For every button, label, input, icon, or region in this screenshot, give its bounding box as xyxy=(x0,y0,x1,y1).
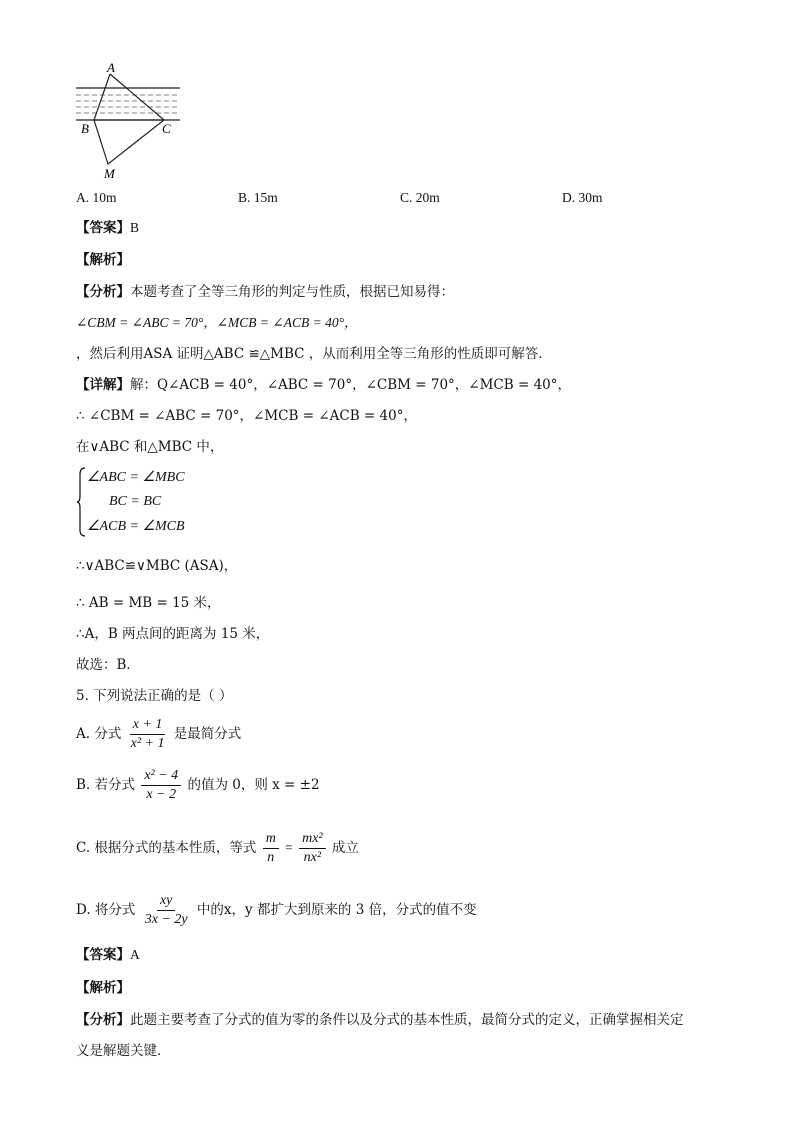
q5-analysis-2: 义是解题关键． xyxy=(76,1043,171,1059)
q5-analysis-tag: 【解析】 xyxy=(76,980,130,996)
q5-c-prefix: C. 根据分式的基本性质，等式 xyxy=(76,840,257,856)
q4-distance: ∴A，B 两点间的距离为 15 米， xyxy=(76,626,270,642)
equation-system xyxy=(76,466,236,538)
q4-therefore-1: ∴ ∠CBM = ∠ABC = 70°，∠MCB = ∠ACB = 40°， xyxy=(76,408,417,424)
system-row-3: ∠ACB = ∠MCB xyxy=(87,519,185,534)
label-b: B xyxy=(81,121,89,136)
q4-answer xyxy=(76,218,139,238)
q5-answer xyxy=(76,945,140,965)
q5-option-d xyxy=(76,890,477,930)
q5-b-suffix: 的值为 0，则 x = ±2 xyxy=(187,777,320,793)
q5-option-a xyxy=(76,714,241,754)
q4-method-line: ，然后利用ASA 证明△ABC ≌△MBC ，从而利用全等三角形的性质即可解答． xyxy=(76,346,552,362)
q4-analysis-tag: 【解析】 xyxy=(76,252,130,268)
label-m: M xyxy=(104,166,115,181)
q5-b-fraction xyxy=(141,767,181,804)
option-d: D. 30m xyxy=(562,190,603,205)
q5-b-prefix: B. 若分式 xyxy=(76,777,136,793)
left-brace xyxy=(76,466,86,538)
q5-stem: 5. 下列说法正确的是（ ） xyxy=(76,688,233,704)
system-row-1: ∠ABC = ∠MBC xyxy=(87,470,185,485)
answer-tag: 【答案】 xyxy=(76,220,130,236)
q5-c-suffix: 成立 xyxy=(331,840,359,856)
q5-a-fraction xyxy=(128,716,168,753)
q5-c-num2: mx² xyxy=(299,830,326,849)
option-b: B. 15m xyxy=(238,190,278,205)
option-a: A. 10m xyxy=(76,190,117,205)
detail-label: 【详解】 xyxy=(76,377,130,393)
q5-d-fraction xyxy=(142,892,191,929)
q5-b-den: x − 2 xyxy=(146,787,177,802)
label-a: A xyxy=(107,60,115,75)
system-row-2: BC = BC xyxy=(109,494,162,509)
answer-value: B xyxy=(130,220,140,235)
q5-c-den2: nx² xyxy=(303,850,322,865)
q4-analysis xyxy=(76,282,454,302)
q5-a-prefix: A. 分式 xyxy=(76,726,122,742)
q5-d-den: 3x − 2y xyxy=(144,912,188,927)
q5-c-equals: = xyxy=(285,840,293,855)
q5-a-suffix: 是最简分式 xyxy=(173,726,242,742)
q4-detail xyxy=(76,375,571,395)
detail-text: 解：Q∠ACB = 40°，∠ABC = 70°，∠CBM = 70°，∠MCB = 40°， xyxy=(130,377,571,393)
q5-a-den: x² + 1 xyxy=(130,736,165,751)
answer-tag: 【答案】 xyxy=(76,947,130,963)
q5-option-c xyxy=(76,828,359,868)
q5-c-num1: m xyxy=(263,830,279,849)
q5-d-suffix: 中的x，y 都扩大到原来的 3 倍，分式的值不变 xyxy=(196,902,477,918)
answer-value: A xyxy=(130,947,140,962)
q5-c-fraction-2 xyxy=(299,830,326,867)
q4-ab-eq: ∴ AB = MB = 15 米， xyxy=(76,595,221,611)
q4-choose: 故选：B． xyxy=(76,657,140,673)
analysis-label: 【分析】 xyxy=(76,1012,130,1028)
q4-in-triangles: 在∨ABC 和△MBC 中， xyxy=(76,439,224,455)
option-c: C. 20m xyxy=(400,190,440,205)
q4-eq-line: ∠CBM = ∠ABC = 70°，∠MCB = ∠ACB = 40°， xyxy=(76,315,358,330)
q5-a-num: x + 1 xyxy=(130,716,166,735)
q5-analysis xyxy=(76,1010,684,1030)
q5-d-num: xy xyxy=(157,892,175,911)
analysis-text-1: 此题主要考查了分式的值为零的条件以及分式的基本性质，最简分式的定义，正确掌握相关定 xyxy=(130,1012,684,1028)
q5-option-b xyxy=(76,765,320,805)
label-c: C xyxy=(162,121,171,136)
analysis-label: 【分析】 xyxy=(76,284,130,300)
q5-c-fraction-1 xyxy=(263,830,279,867)
q4-congruent: ∴∨ABC≌∨MBC (ASA)， xyxy=(76,558,238,574)
q5-c-den1: n xyxy=(267,850,275,865)
q5-b-num: x² − 4 xyxy=(141,767,181,786)
triangle-figure xyxy=(70,56,190,181)
q5-d-prefix: D. 将分式 xyxy=(76,902,136,918)
analysis-text: 本题考查了全等三角形的判定与性质，根据已知易得： xyxy=(130,284,454,300)
